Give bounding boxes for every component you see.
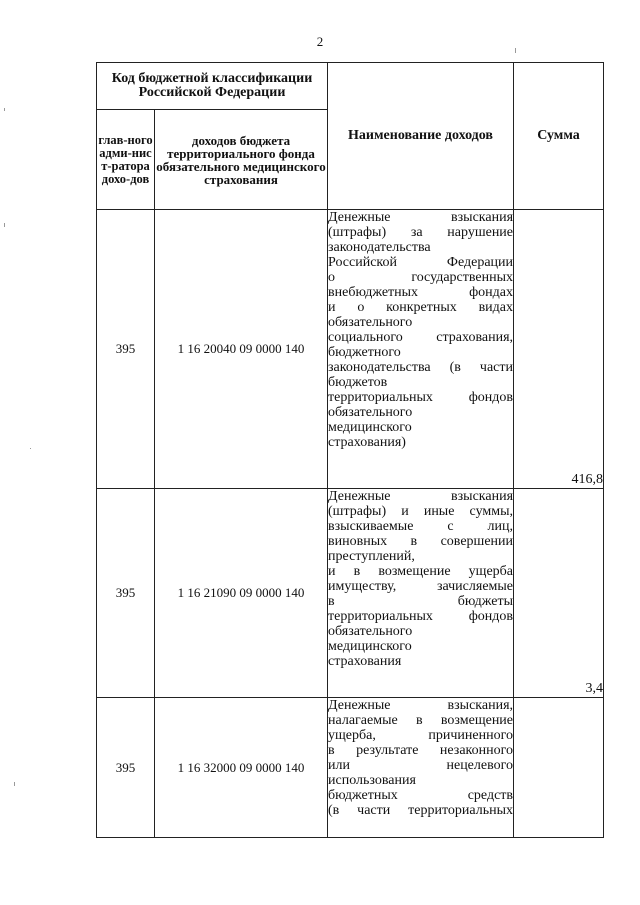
income-name-cell (328, 489, 514, 698)
text-line: социального страхования, (328, 330, 514, 345)
text-line: налагаемые в возмещение (328, 713, 514, 728)
text-line: или нецелевого (328, 758, 514, 773)
scan-speck (4, 108, 5, 111)
text-line: Российской Федерации (328, 255, 514, 270)
header-row-top (97, 63, 604, 110)
sum-cell: 3,4 (514, 489, 604, 698)
text-line: бюджетных средств (328, 788, 514, 803)
text-line: бюджетного (328, 345, 401, 360)
text-line: о государственных (328, 270, 514, 285)
text-line: имуществу, зачисляемые (328, 579, 514, 594)
scan-speck (14, 782, 15, 786)
text-line: Денежные взыскания (328, 210, 514, 225)
text-line: (в части территориальных (328, 803, 514, 818)
text-line: обязательного (328, 624, 413, 639)
header-name: Наименование доходов (328, 63, 514, 210)
text-line: (штрафы) и иные суммы, (328, 504, 514, 519)
text-line: медицинского (328, 639, 412, 654)
admin-code-cell: 395 (97, 698, 155, 838)
text-line: медицинского (328, 420, 412, 435)
text-line: использования (328, 773, 416, 788)
text-line: преступлений, (328, 549, 415, 564)
text-line: законодательства (в части (328, 360, 514, 375)
header-admin (97, 110, 155, 210)
text-line: обязательного (328, 315, 413, 330)
text-line: страхования (328, 654, 402, 669)
table-row (97, 489, 604, 698)
budget-income-table (96, 62, 604, 838)
text-line: взыскиваемые с лиц, (328, 519, 514, 534)
sum-cell: 416,8 (514, 210, 604, 489)
text-line: внебюджетных фондах (328, 285, 514, 300)
text-line: в результате незаконного (328, 743, 514, 758)
text-line: территориальных фондов (328, 609, 514, 624)
text-line: ущерба, причиненного (328, 728, 514, 743)
page-number: 2 (316, 34, 324, 49)
text-line: законодательства (328, 240, 431, 255)
text-line: (штрафы) за нарушение (328, 225, 514, 240)
header-fund: доходов бюджета территориального фонда обязательного медицинского страхования (155, 110, 328, 210)
text-line: обязательного (328, 405, 413, 420)
text-line: и в возмещение ущерба (328, 564, 514, 579)
income-name-cell (328, 210, 514, 489)
text-line: и о конкретных видах (328, 300, 514, 315)
header-code-group: Код бюджетной классификации Российской Федерации (97, 63, 328, 110)
budget-code-cell: 1 16 20040 09 0000 140 (155, 210, 328, 489)
text-line: страхования) (328, 435, 406, 450)
text-line: Денежные взыскания, (328, 698, 514, 713)
income-name-cell (328, 698, 514, 838)
budget-code-cell: 1 16 21090 09 0000 140 (155, 489, 328, 698)
scan-speck (30, 448, 31, 449)
text-line: Денежные взыскания (328, 489, 514, 504)
text-line: бюджетов (328, 375, 388, 390)
admin-code-cell: 395 (97, 210, 155, 489)
header-admin-text: глав-ного адми-нист-ратора дохо-дов (98, 132, 153, 186)
scan-speck (515, 48, 516, 53)
sum-cell (514, 698, 604, 838)
text-line: виновных в совершении (328, 534, 514, 549)
budget-code-cell: 1 16 32000 09 0000 140 (155, 698, 328, 838)
admin-code-cell: 395 (97, 489, 155, 698)
text-line: в бюджеты (328, 594, 514, 609)
text-line: территориальных фондов (328, 390, 514, 405)
header-sum: Сумма (514, 63, 604, 210)
table-row (97, 698, 604, 838)
table-row (97, 210, 604, 489)
scan-speck (4, 223, 5, 227)
